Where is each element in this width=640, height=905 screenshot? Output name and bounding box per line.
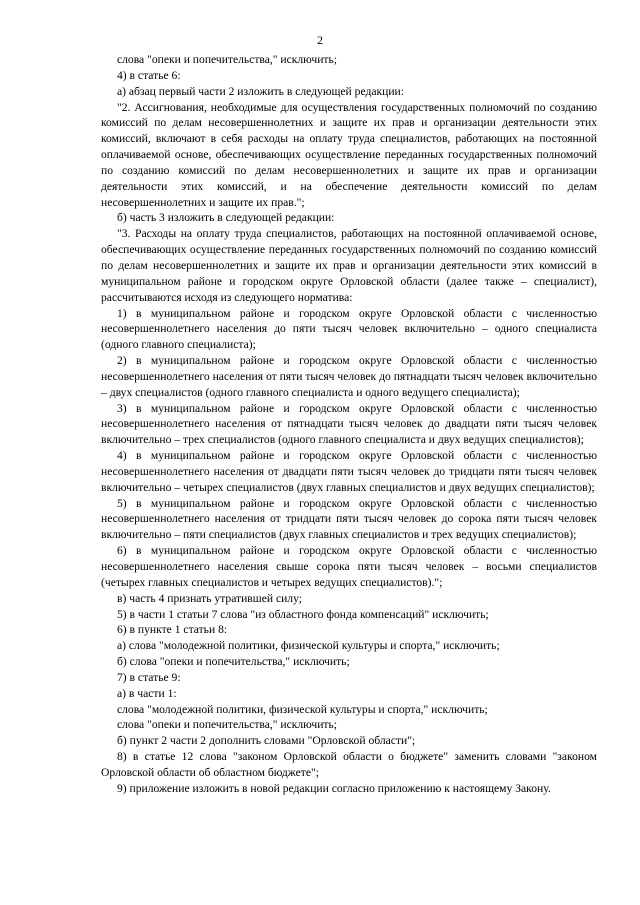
paragraph: "3. Расходы на оплату труда специалистов, работающих на постоянной оплачиваемой основе, обеспечивающих осуществление переданных государственных полномочий по созданию комиссий по делам несовершеннолетних и защите их прав и организации деятельности этих комиссий в муниципальном районе и городском округе Орловской области (далее также – специалист), рассчитываются исходя из следующего норматива: <box>101 227 597 304</box>
paragraph: 1) в муниципальном районе и городском округе Орловской области с численностью несовершеннолетнего населения до пяти тысяч человек включительно – одного специалиста (одного главного специалиста); <box>101 306 597 352</box>
paragraph: слова "опеки и попечительства," исключить; <box>117 53 338 66</box>
paragraph: 4) в муниципальном районе и городском округе Орловской области с численностью несовершеннолетнего населения от двадцати пяти тысяч человек до тридцати пяти тысяч человек включительно – четырех специалистов (двух главных специалистов и двух ведущих специалистов); <box>101 449 597 494</box>
page-number: 2 <box>317 33 323 47</box>
paragraph: б) пункт 2 части 2 дополнить словами "Орловской области"; <box>117 734 416 748</box>
paragraph: 5) в муниципальном районе и городском округе Орловской области с численностью несовершеннолетнего населения от тридцати пяти тысяч человек до сорока пяти тысяч человек включительно – пяти специалистов (двух главных специалистов и трех ведущих специалистов); <box>101 496 597 542</box>
paragraph: а) абзац первый части 2 изложить в следующей редакции: <box>117 84 404 98</box>
paragraph: 5) в части 1 статьи 7 слова "из областного фонда компенсаций" исключить; <box>117 607 489 621</box>
paragraph: а) в части 1: <box>117 686 177 700</box>
paragraph: 3) в муниципальном районе и городском округе Орловской области с численностью несовершеннолетнего населения от пятнадцати тысяч человек до двадцати пяти тысяч человек включительно – трех специалистов (одного главного специалиста и двух ведущих специалистов); <box>101 401 597 447</box>
paragraph: 2) в муниципальном районе и городском округе Орловской области с численностью несовершеннолетнего населения от пяти тысяч человек до пятнадцати тысяч человек включительно – двух специалистов (одного главного специалиста и одного ведущего специалиста); <box>101 354 597 399</box>
paragraph: 4) в статье 6: <box>117 68 181 82</box>
paragraph: б) часть 3 изложить в следующей редакции: <box>117 211 335 225</box>
paragraph: в) часть 4 признать утратившей силу; <box>117 591 302 605</box>
document-body <box>101 52 597 797</box>
paragraph: слова "опеки и попечительства," исключить; <box>117 718 338 732</box>
paragraph: 9) приложение изложить в новой редакции согласно приложению к настоящему Закону. <box>117 781 551 795</box>
paragraph: "2. Ассигнования, необходимые для осуществления государственных полномочий по созданию комиссий по делам несовершеннолетних и защите их прав и организации деятельности этих комиссий, включают в себя расходы на оплату труда специалистов, работающих на постоянной оплачиваемой основе, обеспечивающих осуществление переданных государственных полномочий по созданию комиссий по делам несовершеннолетних и защите их прав и организации деятельности этих комиссий, и на обеспечение деятельности комиссий по делам несовершеннолетних и защите их прав."; <box>101 100 597 209</box>
paragraph: 8) в статье 12 слова "законом Орловской области о бюджете" заменить словами "законом Орловской области об областном бюджете"; <box>101 750 597 779</box>
paragraph: 6) в пункте 1 статьи 8: <box>117 623 228 637</box>
paragraph: 6) в муниципальном районе и городском округе Орловской области с численностью несовершеннолетнего населения свыше сорока пяти тысяч человек – восьми специалистов (четырех главных специалистов и четырех ведущих специалистов)."; <box>101 544 597 589</box>
paragraph: б) слова "опеки и попечительства," исключить; <box>117 655 350 669</box>
paragraph: слова "молодежной политики, физической культуры и спорта," исключить; <box>117 702 488 716</box>
paragraph: 7) в статье 9: <box>117 670 181 684</box>
paragraph: а) слова "молодежной политики, физической культуры и спорта," исключить; <box>117 639 500 653</box>
